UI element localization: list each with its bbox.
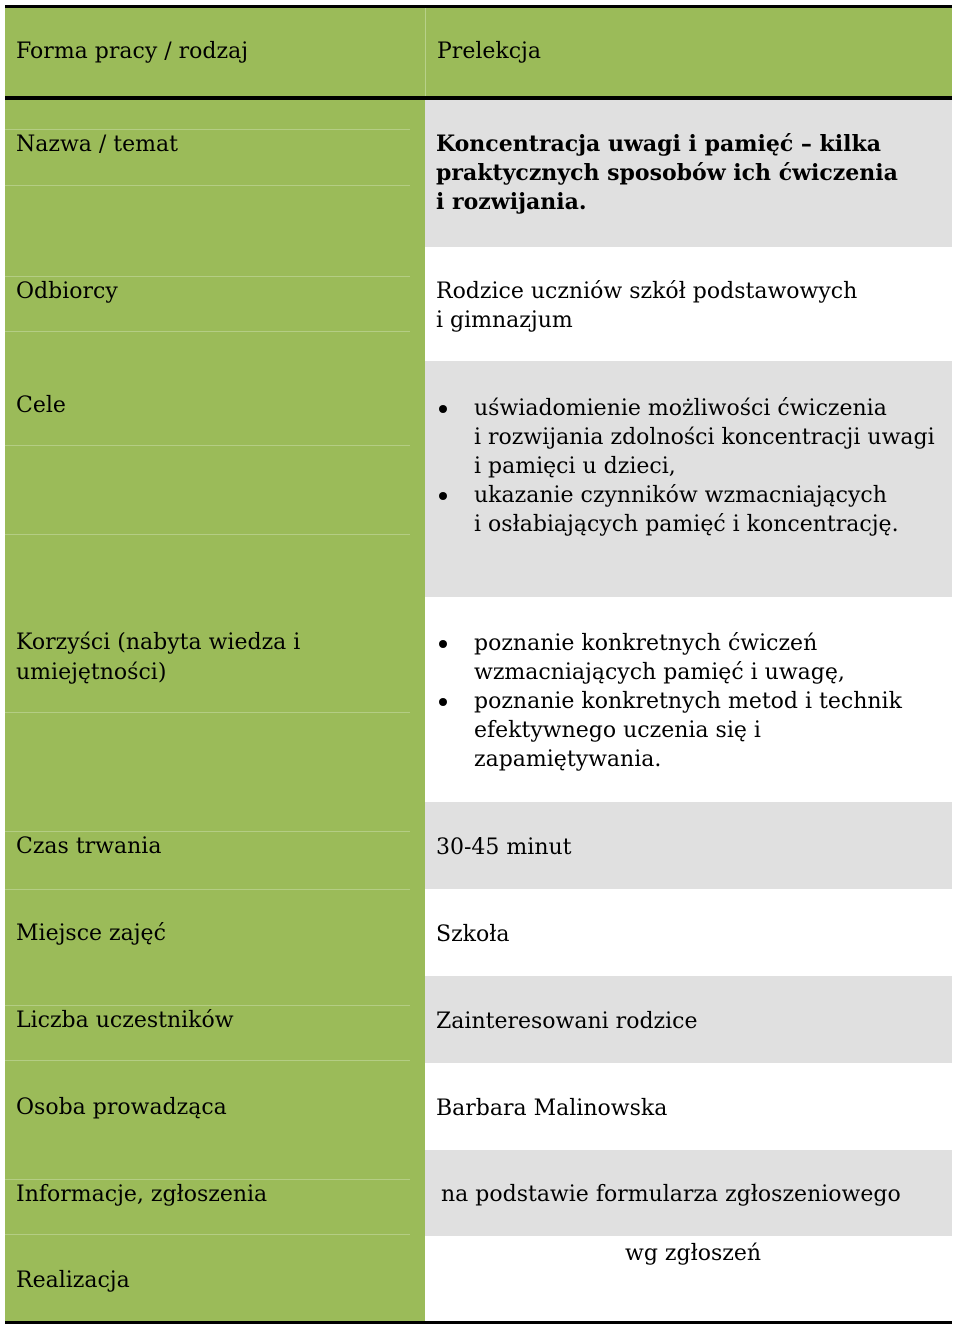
row-label: Osoba prowadząca: [5, 1063, 425, 1150]
list-item: poznanie konkretnych metod i technik efektywnego uczenia się i zapamiętywania.: [436, 687, 952, 774]
row-label: Forma pracy / rodzaj: [5, 8, 425, 96]
table-row-goals: [5, 361, 952, 597]
goals-list: [436, 394, 935, 539]
row-value: [425, 597, 952, 802]
table-row-duration: [5, 802, 952, 889]
table-row-topic: [5, 100, 952, 247]
table-row-participants: [5, 976, 952, 1063]
table-row-benefits: [5, 597, 952, 802]
row-value: Barbara Malinowska: [425, 1063, 952, 1150]
row-value: Rodzice uczniów szkół podstawowych i gimnazjum: [425, 247, 952, 361]
row-label: Cele: [5, 361, 425, 597]
row-value: wg zgłoszeń: [425, 1236, 952, 1321]
list-item: uświadomienie możliwości ćwiczenia i rozwijania zdolności koncentracji uwagi i pamięci u dzieci,: [436, 394, 935, 481]
row-value: Szkoła: [425, 889, 952, 976]
row-label: Czas trwania: [5, 802, 425, 889]
table-row-audience: [5, 247, 952, 361]
row-label: Korzyści (nabyta wiedza i umiejętności): [5, 597, 425, 802]
list-item: ukazanie czynników wzmacniających i osłabiających pamięć i koncentrację.: [436, 481, 935, 539]
benefits-list: [436, 629, 952, 774]
info-table: [5, 5, 952, 1324]
table-row-host: [5, 1063, 952, 1150]
list-item: poznanie konkretnych ćwiczeń wzmacniających pamięć i uwagę,: [436, 629, 952, 687]
row-label: Liczba uczestników: [5, 976, 425, 1063]
table-row-info: [5, 1150, 952, 1236]
row-label: Nazwa / temat: [5, 100, 425, 247]
row-label: Realizacja: [5, 1236, 425, 1321]
row-value: 30-45 minut: [425, 802, 952, 889]
row-value: na podstawie formularza zgłoszeniowego: [425, 1150, 952, 1236]
table-row-realization: [5, 1236, 952, 1321]
row-label: Odbiorcy: [5, 247, 425, 361]
table-row-form: [5, 8, 952, 100]
row-label: Informacje, zgłoszenia: [5, 1150, 425, 1236]
table-row-place: [5, 889, 952, 976]
row-value: Zainteresowani rodzice: [425, 976, 952, 1063]
row-value: Prelekcja: [425, 8, 952, 96]
row-value: [425, 361, 952, 597]
row-value: Koncentracja uwagi i pamięć – kilka praktycznych sposobów ich ćwiczenia i rozwijania.: [425, 100, 952, 247]
row-label: Miejsce zajęć: [5, 889, 425, 976]
